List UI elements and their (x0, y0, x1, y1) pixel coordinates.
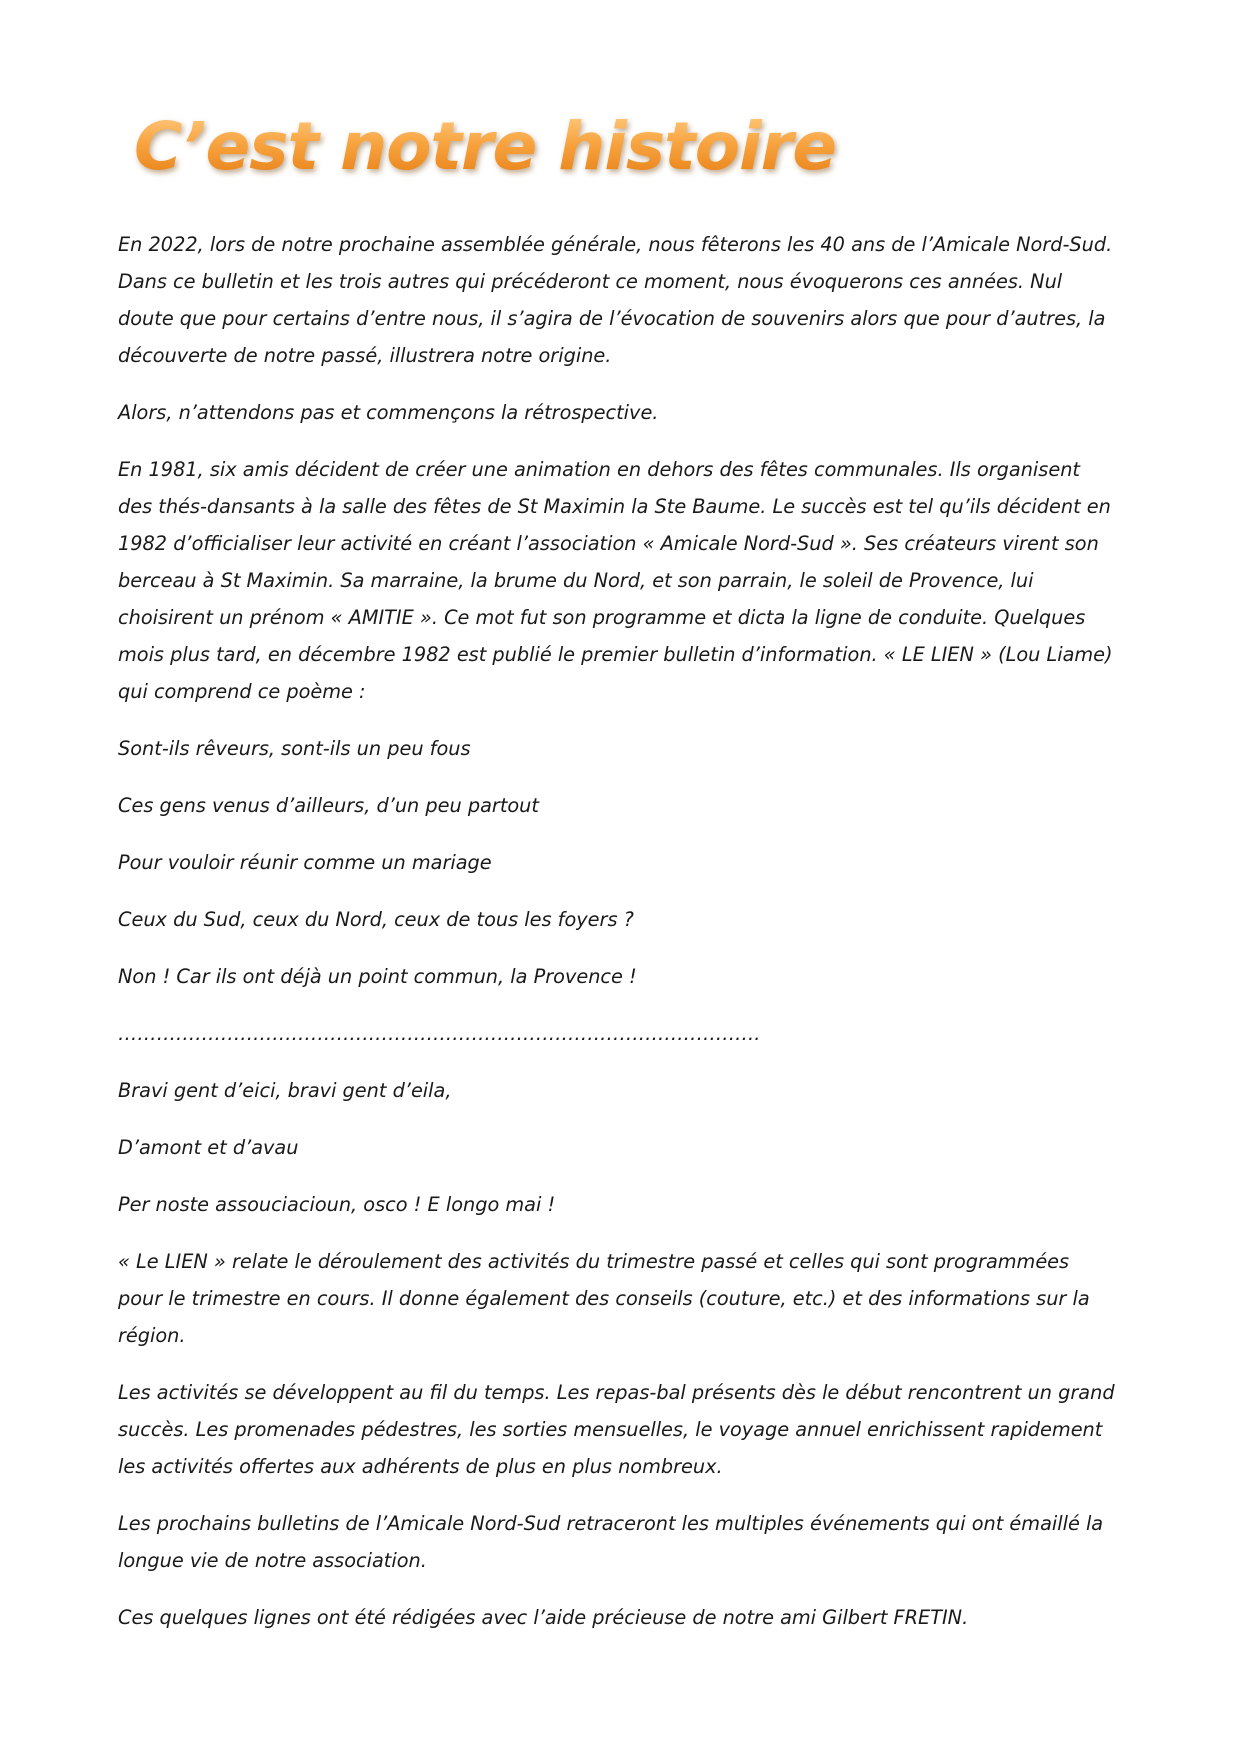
poem-ellipsis: ………………………………………………………………………………………. (118, 1022, 761, 1045)
paragraph-next-bulletins: Les prochains bulletins de l’Amicale Nord-Sud retraceront les multiples événements qui ont émaillé la longue vie de notre association. (118, 1512, 1104, 1572)
poem-line: Ces gens venus d’ailleurs, d’un peu partout (118, 794, 539, 817)
paragraph-activities: Les activités se développent au fil du temps. Les repas-bal présents dès le début rencontrent un grand succès. Les promenades pédestres, les sorties mensuelles, le voyage annuel enrichissent rapidement les activités offertes aux adhérents de plus en plus nombreux. (118, 1381, 1115, 1478)
poem-line: Sont-ils rêveurs, sont-ils un peu fous (118, 737, 471, 760)
article-body (118, 226, 1118, 1656)
paragraph-retrospective: Alors, n’attendons pas et commençons la rétrospective. (118, 401, 659, 424)
poem-line: Non ! Car ils ont déjà un point commun, la Provence ! (118, 965, 637, 988)
poem-line: D’amont et d’avau (118, 1136, 299, 1159)
page-title: C’est notre histoire (134, 108, 836, 185)
paragraph-le-lien: « Le LIEN » relate le déroulement des activités du trimestre passé et celles qui sont programmées pour le trimestre en cours. Il donne également des conseils (couture, etc.) et des informations sur la région. (118, 1250, 1090, 1347)
poem-line: Per noste assouciacioun, osco ! E longo mai ! (118, 1193, 556, 1216)
poem-line: Ceux du Sud, ceux du Nord, ceux de tous les foyers ? (118, 908, 634, 931)
paragraph-history: En 1981, six amis décident de créer une animation en dehors des fêtes communales. Ils organisent des thés-dansants à la salle des fêtes de St Maximin la Ste Baume. Le succès est tel qu’ils décident en 1982 d’officialiser leur activité en créant l’association « Amicale Nord-Sud ». Ses créateurs virent son berceau à St Maximin. Sa marraine, la brume du Nord, et son parrain, le soleil de Provence, lui choisirent un prénom « AMITIE ». Ce mot fut son programme et dicta la ligne de conduite. Quelques mois plus tard, en décembre 1982 est publié le premier bulletin d’information. « LE LIEN » (Lou Liame) qui comprend ce poème : (118, 458, 1113, 703)
paragraph-credits: Ces quelques lignes ont été rédigées avec l’aide précieuse de notre ami Gilbert FRETIN. (118, 1606, 969, 1629)
poem-line: Bravi gent d’eici, bravi gent d’eila, (118, 1079, 452, 1102)
poem-line: Pour vouloir réunir comme un mariage (118, 851, 492, 874)
paragraph-intro: En 2022, lors de notre prochaine assemblée générale, nous fêterons les 40 ans de l’Amicale Nord-Sud. Dans ce bulletin et les trois autres qui précéderont ce moment, nous évoquerons ces années. Nul doute que pour certains d’entre nous, il s’agira de l’évocation de souvenirs alors que pour d’autres, la découverte de notre passé, illustrera notre origine. (118, 233, 1113, 367)
